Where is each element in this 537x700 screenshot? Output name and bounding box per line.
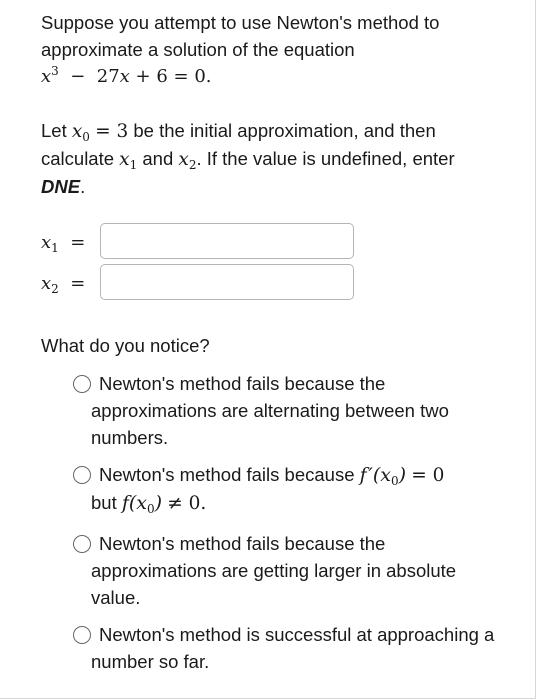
- option-label: Newton's method fails because f $'(x_0) = 0$ but $f(x_0) \ne 0$.: [91, 464, 445, 516]
- option-label: Newton's method fails because the approximations are getting larger in absolute value.: [91, 533, 457, 608]
- x2-answer-input[interactable]: [100, 264, 354, 300]
- answer-row-x2: [41, 264, 101, 302]
- x2-label: $x_2$ =: [41, 272, 86, 296]
- problem-statement: [41, 9, 511, 90]
- equation: $x^3 - 27x + 6 = 0$.: [41, 64, 212, 87]
- instructions-line-3: DNE.: [41, 176, 86, 197]
- radio-button[interactable]: [73, 626, 91, 644]
- radio-button[interactable]: [73, 466, 91, 484]
- instructions-line-2: calculate $x_1$ and $x_2$. If the value is undefined, enter: [41, 148, 455, 172]
- x0-symbol: $x_0$: [71, 121, 90, 144]
- option-label: Newton's method fails because the approximations are alternating between two numbers.: [91, 373, 449, 448]
- option-derivative-zero[interactable]: [73, 461, 503, 517]
- x1-label: $x_1$ =: [41, 231, 86, 255]
- instructions-line-1: Let $x_0 = 3$ be the initial approximation, and then: [41, 120, 436, 144]
- radio-button[interactable]: [73, 535, 91, 553]
- intro-line-1: Suppose you attempt to use Newton's method to: [41, 12, 440, 33]
- dne-label: DNE: [41, 176, 81, 197]
- option-successful[interactable]: [73, 621, 503, 675]
- intro-line-2: approximate a solution of the equation: [41, 39, 355, 60]
- option-label: Newton's method is successful at approaching a number so far.: [91, 624, 495, 672]
- radio-button[interactable]: [73, 375, 91, 393]
- answer-row-x1: [41, 223, 101, 261]
- instructions: [41, 117, 511, 200]
- option-growing[interactable]: [73, 530, 503, 611]
- question-text: What do you notice?: [41, 335, 210, 356]
- option-alternating[interactable]: [73, 370, 503, 451]
- x1-answer-input[interactable]: [100, 223, 354, 259]
